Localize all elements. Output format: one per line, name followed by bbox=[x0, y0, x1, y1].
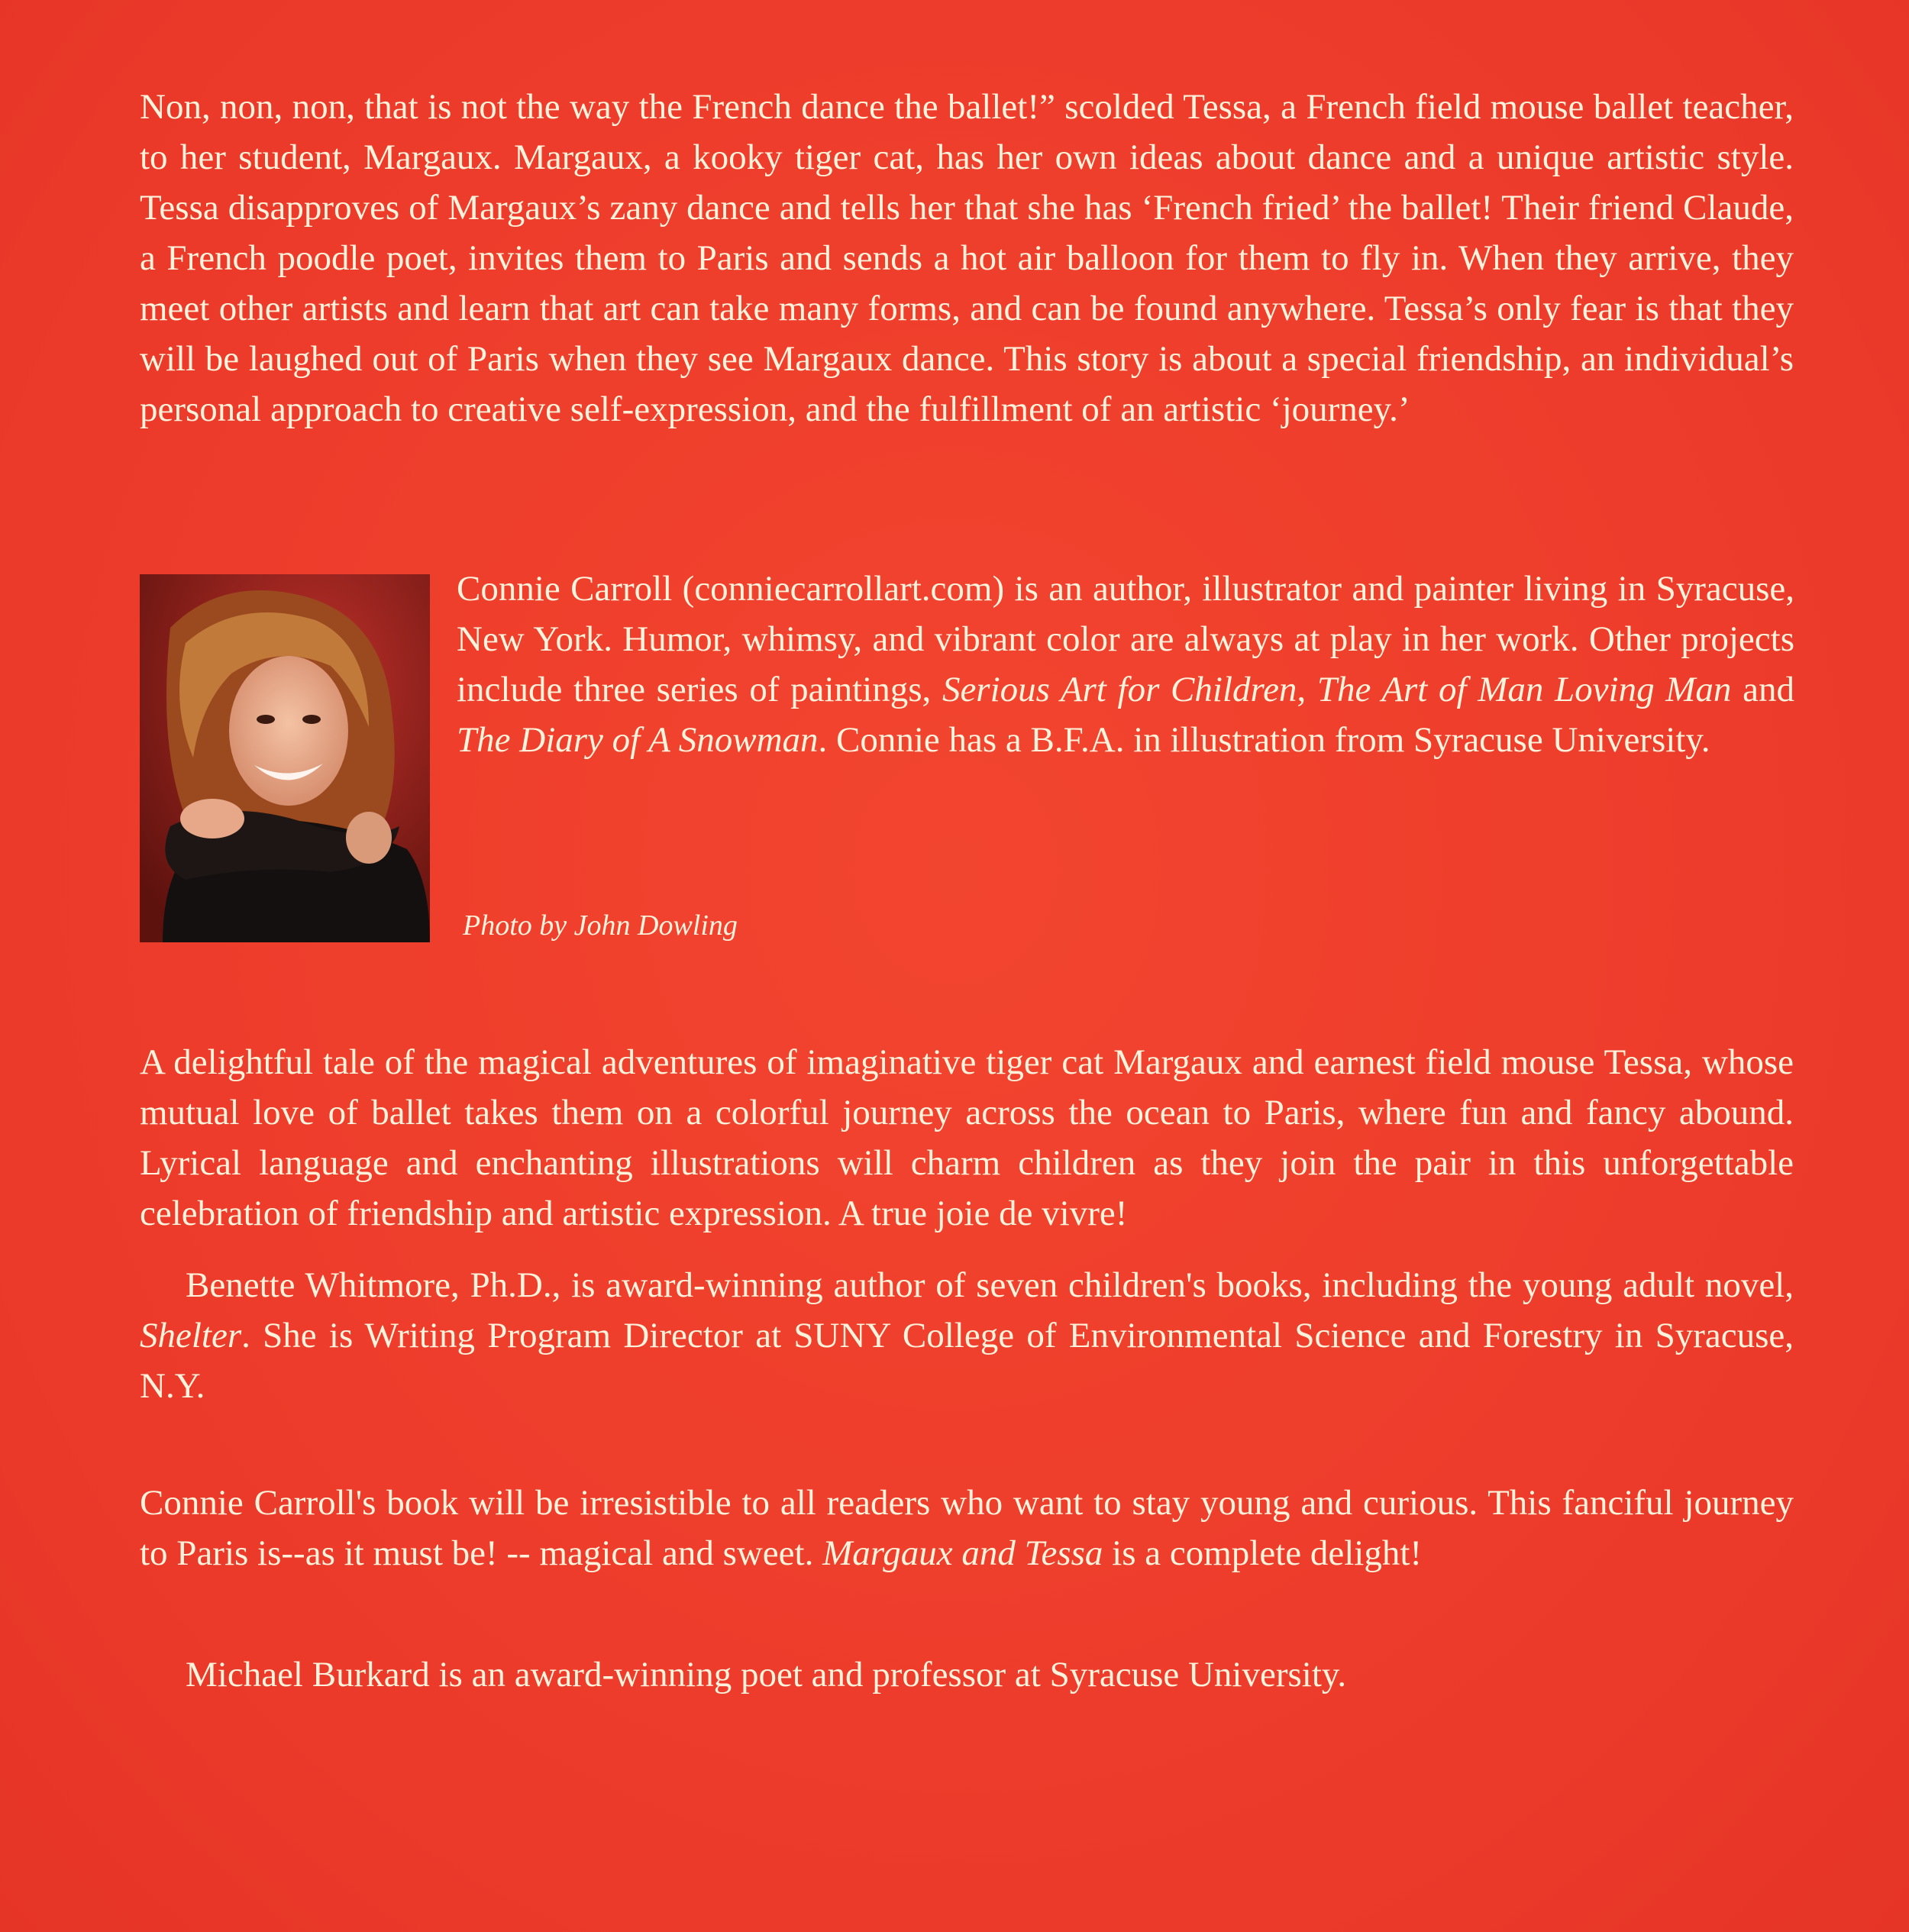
series-separator-1: , bbox=[1297, 670, 1317, 709]
author-photo bbox=[140, 574, 430, 942]
photo-credit: Photo by John Dowling bbox=[463, 909, 738, 942]
series-title-2: The Art of Man Loving Man bbox=[1316, 670, 1732, 709]
series-title-3: The Diary of A Snowman bbox=[457, 720, 819, 760]
author-bio-outro: . Connie has a B.F.A. in illustration from Syracuse University. bbox=[818, 720, 1710, 760]
synopsis-paragraph: Non, non, non, that is not the way the French dance the ballet!” scolded Tessa, a French field mouse ballet teacher, to her student, Margaux. Margaux, a kooky tiger cat, has her own ideas about dance and a unique artistic style. Tessa disapproves of Margaux’s zany dance and tells her that she has ‘French fried’ the ballet! Their friend Claude, a French poodle poet, invites them to Paris and sends a hot air balloon for them to fly in. When they arrive, they meet other artists and learn that art can take many forms, and can be found anywhere. Tessa’s only fear is that they will be laughed out of Paris when they see Margaux dance. This story is about a special friendship, an individual’s personal approach to creative self-expression, and the fulfillment of an artistic ‘journey.’ bbox=[140, 87, 1794, 429]
review-1-attribution-pre: Benette Whitmore, Ph.D., is award-winning author of seven children's books, including the young adult novel, bbox=[186, 1265, 1794, 1305]
review-2-text bbox=[140, 1478, 1794, 1578]
author-bio-intro: Connie Carroll (conniecarrollart.com) is an author, illustrator and painter living in Syracuse, New York. Humor, whimsy, and vibrant color are always at play in her work. Other projects include three series of paintings, bbox=[457, 569, 1794, 709]
review-1-text: A delightful tale of the magical adventures of imaginative tiger cat Margaux and earnest field mouse Tessa, whose mutual love of ballet takes them on a colorful journey across the ocean to Paris, where fun and fancy abound. Lyrical language and enchanting illustrations will charm children as they join the pair in this unforgettable celebration of friendship and artistic expression. A true joie de vivre! bbox=[140, 1042, 1794, 1233]
review-2-text-pre: Connie Carroll's book will be irresistible to all readers who want to stay young and curious. This fanciful journey to Paris is--as it must be! -- magical and sweet. bbox=[140, 1483, 1794, 1573]
review-1-attribution bbox=[140, 1260, 1794, 1411]
review-2-book-title: Margaux and Tessa bbox=[822, 1533, 1103, 1573]
series-title-1: Serious Art for Children bbox=[942, 670, 1297, 709]
series-separator-2: and bbox=[1731, 670, 1794, 709]
author-bio bbox=[457, 564, 1794, 765]
review-2-attribution: Michael Burkard is an award-winning poet and professor at Syracuse University. bbox=[186, 1655, 1347, 1695]
review-1-attribution-post: . She is Writing Program Director at SUNY College of Environmental Science and Forestry in Syracuse, N.Y. bbox=[140, 1316, 1794, 1406]
review-2-text-post: is a complete delight! bbox=[1103, 1533, 1423, 1573]
review-1-book-title: Shelter bbox=[140, 1316, 242, 1355]
author-photo-image bbox=[140, 574, 430, 942]
